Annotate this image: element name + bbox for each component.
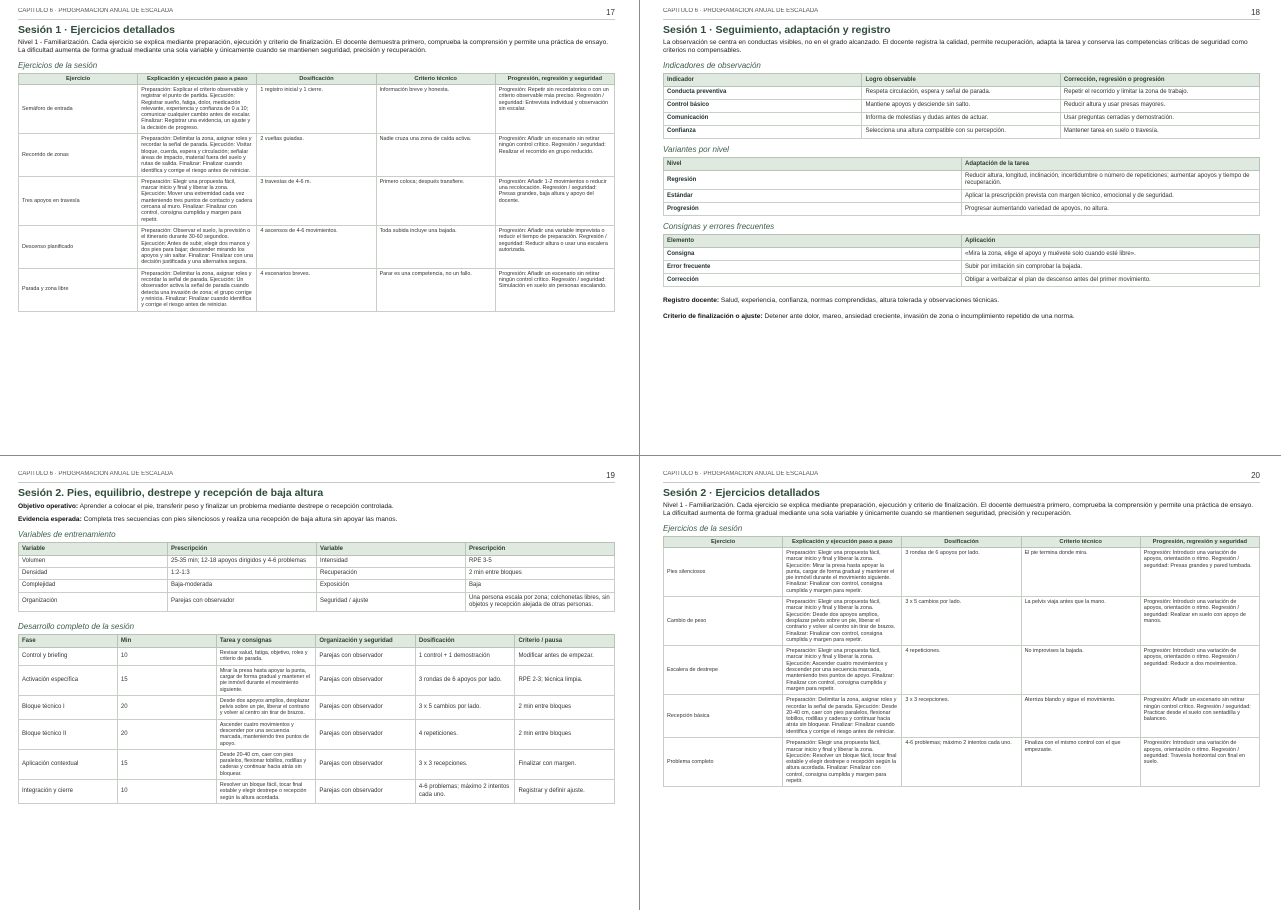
table-row xyxy=(664,203,1260,216)
exercises-table xyxy=(18,73,615,312)
table-row xyxy=(664,171,1260,190)
running-head-text: CAPÍTULO 6 · PROGRAMACIÓN ANUAL DE ESCALADA xyxy=(663,471,819,477)
section-subtitle: Consignas y errores frecuentes xyxy=(663,222,775,232)
phase-minutes: 10 xyxy=(117,780,216,804)
exercises-table xyxy=(663,536,1260,787)
page-19 xyxy=(18,471,615,804)
variable-prescription: Parejas con observador xyxy=(168,592,317,611)
exercise-dose: 3 rondas de 6 apoyos por lado. xyxy=(902,548,1021,597)
column-header: Ejercicio xyxy=(19,74,138,85)
table-header-row xyxy=(19,635,615,648)
exercise-name: Semáforo de entrada xyxy=(19,85,138,134)
indicator-correction: Repetir el recorrido y limitar la zona de trabajo. xyxy=(1060,87,1259,100)
exercise-criterion: Nadie cruza una zona de caída activa. xyxy=(376,134,495,177)
indicator-correction: Mantener tarea en suelo o travesía. xyxy=(1060,126,1259,139)
table-row xyxy=(664,126,1260,139)
phase-organization: Parejas con observador xyxy=(316,665,416,695)
page-title: Sesión 1 · Seguimiento, adaptación y registro xyxy=(663,24,891,36)
element-application: Obligar a verbalizar el plan de descenso antes del primer movimiento. xyxy=(962,274,1260,287)
exercise-progression: Progresión: Introducir una variación de apoyos, orientación o ritmo. Regresión / seguridad: Realizar en suelo con apoyo de manos. xyxy=(1140,597,1259,646)
running-head-text: CAPÍTULO 6 · PROGRAMACIÓN ANUAL DE ESCALADA xyxy=(18,471,174,477)
phase-name: Aplicación contextual xyxy=(19,749,118,779)
exercise-name: Pies silenciosos xyxy=(664,548,783,597)
exercise-steps: Preparación: Elegir una propuesta fácil, marcar inicio y final y liberar la zona. Ejecución: Mover una extremidad cada vez manteniendo tres puntos de contacto y cadera cercana al muro. Finalizar: Finalizar con control, consigna cumplida y margen para repetir. xyxy=(138,176,257,225)
section-subtitle: Ejercicios de la sesión xyxy=(663,524,743,533)
exercise-dose: 4 ascensos de 4-6 movimientos. xyxy=(257,225,376,268)
table-row xyxy=(19,592,615,611)
column-header: Nivel xyxy=(664,158,962,171)
exercise-progression: Progresión: Añadir un escenario sin retirar ningún control crítico. Regresión / seguridad: Simulación en suelo sin personas escalando. xyxy=(495,268,614,311)
exercise-name: Recepción básica xyxy=(664,695,783,738)
page-title: Sesión 2. Pies, equilibrio, destrepe y recepción de baja altura xyxy=(18,487,324,499)
exercise-progression: Progresión: Repetir sin recordatorios o con un criterio observable más preciso. Regresión / seguridad: Entrevista individual y observación sin escalar. xyxy=(495,85,614,134)
running-head xyxy=(18,471,615,483)
exercise-criterion: Aterriza blando y sigue el movimiento. xyxy=(1021,695,1140,738)
column-header: Corrección, regresión o progresión xyxy=(1060,74,1259,87)
phase-task: Revisar salud, fatiga, objetivo, roles y criterio de parada. xyxy=(216,648,316,666)
exercise-name: Escalera de destrepe xyxy=(664,646,783,695)
table-row xyxy=(664,548,1260,597)
table-header-row xyxy=(664,235,1260,248)
exercise-dose: 3 x 3 recepciones. xyxy=(902,695,1021,738)
exercise-dose: 4-6 problemas; máximo 2 intentos cada uno. xyxy=(902,738,1021,787)
evidence-line xyxy=(18,516,615,524)
exercise-name: Recorrido de zonas xyxy=(19,134,138,177)
phase-minutes: 20 xyxy=(117,695,216,719)
exercise-dose: 3 travesías de 4-6 m. xyxy=(257,176,376,225)
page-number: 18 xyxy=(1251,8,1260,17)
table-row xyxy=(664,597,1260,646)
variable-name: Densidad xyxy=(19,568,168,580)
column-header: Criterio técnico xyxy=(376,74,495,85)
level-name: Estándar xyxy=(664,190,962,203)
page-number: 17 xyxy=(606,8,615,17)
phase-minutes: 15 xyxy=(117,665,216,695)
note-text: Detener ante dolor, mareo, ansiedad creciente, invasión de zona o incumplimiento repetido de una norma. xyxy=(764,313,1075,321)
running-head-text: CAPÍTULO 6 · PROGRAMACIÓN ANUAL DE ESCALADA xyxy=(663,8,819,14)
exercise-name: Descenso planificado xyxy=(19,225,138,268)
level-adaptation: Aplicar la prescripción prevista con margen técnico, emocional y de seguridad. xyxy=(962,190,1260,203)
table-row xyxy=(664,190,1260,203)
exercise-dose: 4 repeticiones. xyxy=(902,646,1021,695)
phase-organization: Parejas con observador xyxy=(316,695,416,719)
objective-line xyxy=(18,503,615,511)
phase-name: Bloque técnico I xyxy=(19,695,118,719)
section-subtitle: Indicadores de observación xyxy=(663,61,761,70)
phase-task: Desde dos apoyos amplios, desplazar pelvis sobre un pie, liberar el contrario y volver al centro sin tirar de brazos. xyxy=(216,695,316,719)
column-header: Adaptación de la tarea xyxy=(962,158,1260,171)
element-name: Corrección xyxy=(664,274,962,287)
table-row xyxy=(19,268,615,311)
table-header-row xyxy=(664,158,1260,171)
page-18 xyxy=(663,8,1260,321)
evidence-text: Completa tres secuencias con pies silenciosos y realiza una recepción de baja altura sin apoyar las manos. xyxy=(83,516,398,523)
table-row xyxy=(19,695,615,719)
variable-name: Volumen xyxy=(19,556,168,568)
exercise-name: Problema completo xyxy=(664,738,783,787)
variable-prescription: 2 min entre bloques xyxy=(466,568,615,580)
intro-paragraph: Nivel 1 - Familiarización. Cada ejercicio se explica mediante preparación, ejecución y criterio de finalización. El docente demuestra primero, comprueba la comprensión y permite una práctica de ensayo. La dificultad aumenta de forma gradual mediante una sola variable y únicamente cuando se mantienen seguridad, precisión y recuperación. xyxy=(663,502,1254,517)
exercise-steps: Preparación: Delimitar la zona, asignar roles y recordar la señal de parada. Ejecución: Un observador activa la señal de parada cuando detecta una invasión de zona; el grupo corrige y reinicia. Finalizar: Finalizar cuando identifica y corrige el riesgo antes de reiniciar. xyxy=(138,268,257,311)
exercise-criterion: No improvises la bajada. xyxy=(1021,646,1140,695)
column-header: Organización y seguridad xyxy=(316,635,416,648)
table-header-row xyxy=(19,74,615,85)
column-header: Criterio técnico xyxy=(1021,537,1140,548)
column-header: Elemento xyxy=(664,235,962,248)
level-name: Progresión xyxy=(664,203,962,216)
phase-dose: 4 repeticiones. xyxy=(415,719,515,749)
note-label: Criterio de finalización o ajuste: xyxy=(663,313,763,321)
table-row xyxy=(664,261,1260,274)
end-criterion-note xyxy=(663,313,1260,321)
phase-criterion: 2 min entre bloques xyxy=(515,719,615,749)
objective-label: Objetivo operativo: xyxy=(18,503,79,510)
variable-name: Seguridad / ajuste xyxy=(317,592,466,611)
exercise-criterion: Finaliza con el mismo control con el que empezaste. xyxy=(1021,738,1140,787)
exercise-criterion: El pie termina donde mira. xyxy=(1021,548,1140,597)
table-header-row xyxy=(664,537,1260,548)
table-row xyxy=(664,113,1260,126)
table-row xyxy=(19,580,615,592)
table-header-row xyxy=(664,74,1260,87)
column-header: Variable xyxy=(317,543,466,556)
indicator-achievement: Selecciona una altura compatible con su percepción. xyxy=(862,126,1060,139)
phase-minutes: 20 xyxy=(117,719,216,749)
exercise-dose: 4 escenarios breves. xyxy=(257,268,376,311)
column-header: Prescripción xyxy=(168,543,317,556)
phase-name: Control y briefing xyxy=(19,648,118,666)
indicator-name: Control básico xyxy=(664,100,862,113)
observation-indicators-table xyxy=(663,73,1260,139)
table-header-row xyxy=(19,543,615,556)
column-header: Dosificación xyxy=(902,537,1021,548)
objective-text: Aprender a colocar el pie, transferir peso y finalizar un problema mediante destrepe o recepción controlada. xyxy=(79,503,394,510)
level-name: Regresión xyxy=(664,171,962,190)
page-title: Sesión 2 · Ejercicios detallados xyxy=(663,487,820,499)
variable-prescription: Una persona escala por zona; colchonetas libres, sin objetos y recepción alejada de otras personas. xyxy=(466,592,615,611)
exercise-progression: Progresión: Añadir una variable imprevista o reducir el tiempo de preparación. Regresión / seguridad: Reducir altura o usar una escalera autorizada. xyxy=(495,225,614,268)
phase-criterion: Registrar y definir ajuste. xyxy=(515,780,615,804)
section-subtitle: Desarrollo completo de la sesión xyxy=(18,622,135,632)
table-row xyxy=(19,665,615,695)
phase-name: Bloque técnico II xyxy=(19,719,118,749)
column-header: Variable xyxy=(19,543,168,556)
training-variables-table xyxy=(18,542,615,612)
exercise-progression: Progresión: Añadir 1-2 movimientos o reducir una recolocación. Regresión / seguridad: Presas grandes, baja altura y apoyo del docente. xyxy=(495,176,614,225)
table-row xyxy=(664,274,1260,287)
column-header: Explicación y ejecución paso a paso xyxy=(783,537,902,548)
level-adaptation: Reducir altura, longitud, inclinación, incertidumbre o número de repeticiones; aumentar apoyos y tiempo de recuperación. xyxy=(962,171,1260,190)
level-variants-table xyxy=(663,157,1260,216)
column-header: Ejercicio xyxy=(664,537,783,548)
phase-dose: 1 control + 1 demostración xyxy=(415,648,515,666)
column-header: Progresión, regresión y seguridad xyxy=(1140,537,1259,548)
table-row xyxy=(19,648,615,666)
indicator-name: Confianza xyxy=(664,126,862,139)
column-header: Dosificación xyxy=(257,74,376,85)
variable-prescription: 25-35 min; 12-18 apoyos dirigidos y 4-6 problemas xyxy=(168,556,317,568)
phase-organization: Parejas con observador xyxy=(316,648,416,666)
column-header: Fase xyxy=(19,635,118,648)
running-head-text: CAPÍTULO 6 · PROGRAMACIÓN ANUAL DE ESCALADA xyxy=(18,8,174,14)
column-header: Tarea y consignas xyxy=(216,635,316,648)
exercise-criterion: Primero coloca; después transfiere. xyxy=(376,176,495,225)
variable-prescription: 1:2-1:3 xyxy=(168,568,317,580)
exercise-progression: Progresión: Añadir un escenario sin retirar ningún control crítico. Regresión / seguridad: Practicar desde el suelo con sentadilla y balanceo. xyxy=(1140,695,1259,738)
level-adaptation: Progresar aumentando variedad de apoyos, no altura. xyxy=(962,203,1260,216)
column-header: Indicador xyxy=(664,74,862,87)
element-application: Subir por imitación sin comprobar la bajada. xyxy=(962,261,1260,274)
table-row xyxy=(19,568,615,580)
table-row xyxy=(664,695,1260,738)
column-header: Aplicación xyxy=(962,235,1260,248)
phase-dose: 4-6 problemas; máximo 2 intentos cada uno. xyxy=(415,780,515,804)
column-header: Progresión, regresión y seguridad xyxy=(495,74,614,85)
column-header: Explicación y ejecución paso a paso xyxy=(138,74,257,85)
phase-criterion: Finalizar con margen. xyxy=(515,749,615,779)
intro-paragraph: La observación se centra en conductas visibles, no en el grado alcanzado. El docente registra la calidad, permite recuperación, adapta la tarea y conserva las competencias críticas de seguridad como criterios no compensables. xyxy=(663,39,1248,54)
exercise-progression: Progresión: Introducir una variación de apoyos, orientación o ritmo. Regresión / seguridad: Presas grandes y pared tumbada. xyxy=(1140,548,1259,597)
exercise-dose: 3 x 5 cambios por lado. xyxy=(902,597,1021,646)
exercise-steps: Preparación: Elegir una propuesta fácil, marcar inicio y final y liberar la zona. Ejecución: Ascender cuatro movimientos y descender por una secuencia marcada, manteniendo tres puntos de apoyo. Finalizar: Finalizar con control, consigna cumplida y margen para repetir. xyxy=(783,646,902,695)
phase-criterion: RPE 2-3; técnica limpia. xyxy=(515,665,615,695)
exercise-steps: Preparación: Observar el suelo, la previsión o el itinerario durante 30-60 segundos. Ejecución: Antes de subir, elegir dos manos y dos pies para bajar; descender mirando los apoyos y sin saltar. Finalizar: Finalizar con una decisión justificada y una alternativa segura. xyxy=(138,225,257,268)
table-row xyxy=(664,248,1260,261)
indicator-achievement: Respeta circulación, espera y señal de parada. xyxy=(862,87,1060,100)
column-header: Prescripción xyxy=(466,543,615,556)
table-row xyxy=(19,719,615,749)
phase-minutes: 10 xyxy=(117,648,216,666)
page-20 xyxy=(663,471,1260,787)
intro-paragraph: Nivel 1 - Familiarización. Cada ejercicio se explica mediante preparación, ejecución y criterio de finalización. El docente demuestra primero, comprueba la comprensión y permite una práctica de ensayo. La dificultad aumenta de forma gradual mediante una sola variable y únicamente cuando se mantienen seguridad, precisión y recuperación. xyxy=(18,39,609,54)
column-header: Logro observable xyxy=(862,74,1060,87)
exercise-criterion: Toda subida incluye una bajada. xyxy=(376,225,495,268)
variable-name: Complejidad xyxy=(19,580,168,592)
page-number: 19 xyxy=(606,471,615,480)
page-divider-horizontal xyxy=(0,455,1281,456)
exercise-criterion: Parar es una competencia, no un fallo. xyxy=(376,268,495,311)
exercise-name: Cambio de peso xyxy=(664,597,783,646)
running-head xyxy=(18,8,615,20)
indicator-achievement: Mantiene apoyos y desciende sin salto. xyxy=(862,100,1060,113)
phase-task: Mirar la presa hasta apoyar la punta, cargar de forma gradual y mantener el pie inmóvil durante el movimiento siguiente. xyxy=(216,665,316,695)
variable-prescription: Baja xyxy=(466,580,615,592)
session-development-table xyxy=(18,634,615,804)
exercise-name: Parada y zona libre xyxy=(19,268,138,311)
column-header: Dosificación xyxy=(415,635,515,648)
evidence-label: Evidencia esperada: xyxy=(18,516,82,523)
phase-dose: 3 rondas de 6 apoyos por lado. xyxy=(415,665,515,695)
table-row xyxy=(664,646,1260,695)
exercise-steps: Preparación: Elegir una propuesta fácil, marcar inicio y final y liberar la zona. Ejecución: Desde dos apoyos amplios, desplazar pelvis sobre un pie, liberar el contrario y volver al centro sin tirar de brazos. Finalizar: Finalizar con control, consigna cumplida y margen para repetir. xyxy=(783,597,902,646)
element-name: Consigna xyxy=(664,248,962,261)
note-text: Salud, experiencia, confianza, normas comprendidas, altura tolerada y observaciones técnicas. xyxy=(720,297,1000,305)
cues-errors-table xyxy=(663,234,1260,287)
phase-name: Activación específica xyxy=(19,665,118,695)
phase-organization: Parejas con observador xyxy=(316,749,416,779)
phase-task: Ascender cuatro movimientos y descender por una secuencia marcada, manteniendo tres puntos de apoyo. xyxy=(216,719,316,749)
phase-organization: Parejas con observador xyxy=(316,719,416,749)
exercise-progression: Progresión: Introducir una variación de apoyos, orientación o ritmo. Regresión / seguridad: Travesía horizontal con final en suelo. xyxy=(1140,738,1259,787)
element-application: «Mira la zona, elige el apoyo y muévete solo cuando esté libre». xyxy=(962,248,1260,261)
variable-prescription: RPE 3-5 xyxy=(466,556,615,568)
indicator-achievement: Informa de molestias y dudas antes de actuar. xyxy=(862,113,1060,126)
table-row xyxy=(664,100,1260,113)
phase-criterion: 2 min entre bloques xyxy=(515,695,615,719)
table-row xyxy=(19,85,615,134)
table-row xyxy=(19,134,615,177)
table-row xyxy=(19,176,615,225)
phase-criterion: Modificar antes de empezar. xyxy=(515,648,615,666)
phase-dose: 3 x 5 cambios por lado. xyxy=(415,695,515,719)
variable-name: Recuperación xyxy=(317,568,466,580)
exercise-progression: Progresión: Introducir una variación de apoyos, orientación o ritmo. Regresión / seguridad: Reducir a dos movimientos. xyxy=(1140,646,1259,695)
variable-name: Intensidad xyxy=(317,556,466,568)
exercise-name: Tres apoyos en travesía xyxy=(19,176,138,225)
exercise-criterion: La pelvis viaja antes que la mano. xyxy=(1021,597,1140,646)
phase-minutes: 15 xyxy=(117,749,216,779)
indicator-name: Comunicación xyxy=(664,113,862,126)
table-row xyxy=(19,225,615,268)
indicator-correction: Reducir altura y usar presas mayores. xyxy=(1060,100,1259,113)
section-subtitle: Ejercicios de la sesión xyxy=(18,61,98,70)
column-header: Min xyxy=(117,635,216,648)
indicator-name: Conducta preventiva xyxy=(664,87,862,100)
phase-dose: 3 x 3 recepciones. xyxy=(415,749,515,779)
running-head xyxy=(663,471,1260,483)
phase-name: Integración y cierre xyxy=(19,780,118,804)
element-name: Error frecuente xyxy=(664,261,962,274)
exercise-steps: Preparación: Elegir una propuesta fácil, marcar inicio y final y liberar la zona. Ejecución: Resolver un bloque fácil, tocar final estable y elegir destrepe o recepción según la altura acordada. Finalizar: Finalizar con control, consigna cumplida y margen para repetir. xyxy=(783,738,902,787)
exercise-dose: 1 registro inicial y 1 cierre. xyxy=(257,85,376,134)
table-row xyxy=(19,749,615,779)
exercise-steps: Preparación: Elegir una propuesta fácil, marcar inicio y final y liberar la zona. Ejecución: Mirar la presa hasta apoyar la punta, cargar de forma gradual y mantener el pie inmóvil durante el movimiento siguiente. Finalizar: Finalizar con control, consigna cumplida y margen para repetir. xyxy=(783,548,902,597)
running-head xyxy=(663,8,1260,20)
teacher-record-note xyxy=(663,297,1260,305)
column-header: Criterio / pausa xyxy=(515,635,615,648)
page-number: 20 xyxy=(1251,471,1260,480)
page-title: Sesión 1 · Ejercicios detallados xyxy=(18,24,175,36)
phase-organization: Parejas con observador xyxy=(316,780,416,804)
exercise-steps: Preparación: Delimitar la zona, asignar roles y recordar la señal de parada. Ejecución: Desde 20-40 cm, caer con pies paralelos, flexionar tobillos, rodillas y caderas y continuar hacia atrás sin bloquear. Finalizar: Finalizar cuando identifica y corrige el riesgo antes de reiniciar. xyxy=(783,695,902,738)
indicator-correction: Usar preguntas cerradas y demostración. xyxy=(1060,113,1259,126)
section-subtitle: Variables de entrenamiento xyxy=(18,530,116,539)
variable-name: Organización xyxy=(19,592,168,611)
exercise-progression: Progresión: Añadir un escenario sin retirar ningún control crítico. Regresión / seguridad: Realizar el recorrido en grupo reducido. xyxy=(495,134,614,177)
table-row xyxy=(19,780,615,804)
exercise-criterion: Información breve y honesta. xyxy=(376,85,495,134)
exercise-steps: Preparación: Explicar el criterio observable y registrar el punto de partida. Ejecución: Registrar sueño, fatiga, dolor, medicación relevante, experiencia y confianza de 0 a 10; comunicar cualquier cambio antes de escalar. Finalizar: Registrar una evidencia, un ajuste y la decisión de progreso. xyxy=(138,85,257,134)
section-subtitle: Variantes por nivel xyxy=(663,145,729,154)
phase-task: Resolver un bloque fácil, tocar final estable y elegir destrepe o recepción según la altura acordada. xyxy=(216,780,316,804)
table-row xyxy=(664,738,1260,787)
variable-name: Exposición xyxy=(317,580,466,592)
table-row xyxy=(664,87,1260,100)
exercise-steps: Preparación: Delimitar la zona, asignar roles y recordar la señal de parada. Ejecución: Visitar bloque, cuerda, espera y circulación; señalar áreas de impacto, material fuera del suelo y rutas de salida. Finalizar: Finalizar cuando identifica y corrige el riesgo antes de reiniciar. xyxy=(138,134,257,177)
exercise-dose: 2 vueltas guiadas. xyxy=(257,134,376,177)
note-label: Registro docente: xyxy=(663,297,720,305)
page-17 xyxy=(18,8,615,312)
table-row xyxy=(19,556,615,568)
phase-task: Desde 20-40 cm, caer con pies paralelos, flexionar tobillos, rodillas y caderas y continuar hacia atrás sin bloquear. xyxy=(216,749,316,779)
variable-prescription: Baja-moderada xyxy=(168,580,317,592)
